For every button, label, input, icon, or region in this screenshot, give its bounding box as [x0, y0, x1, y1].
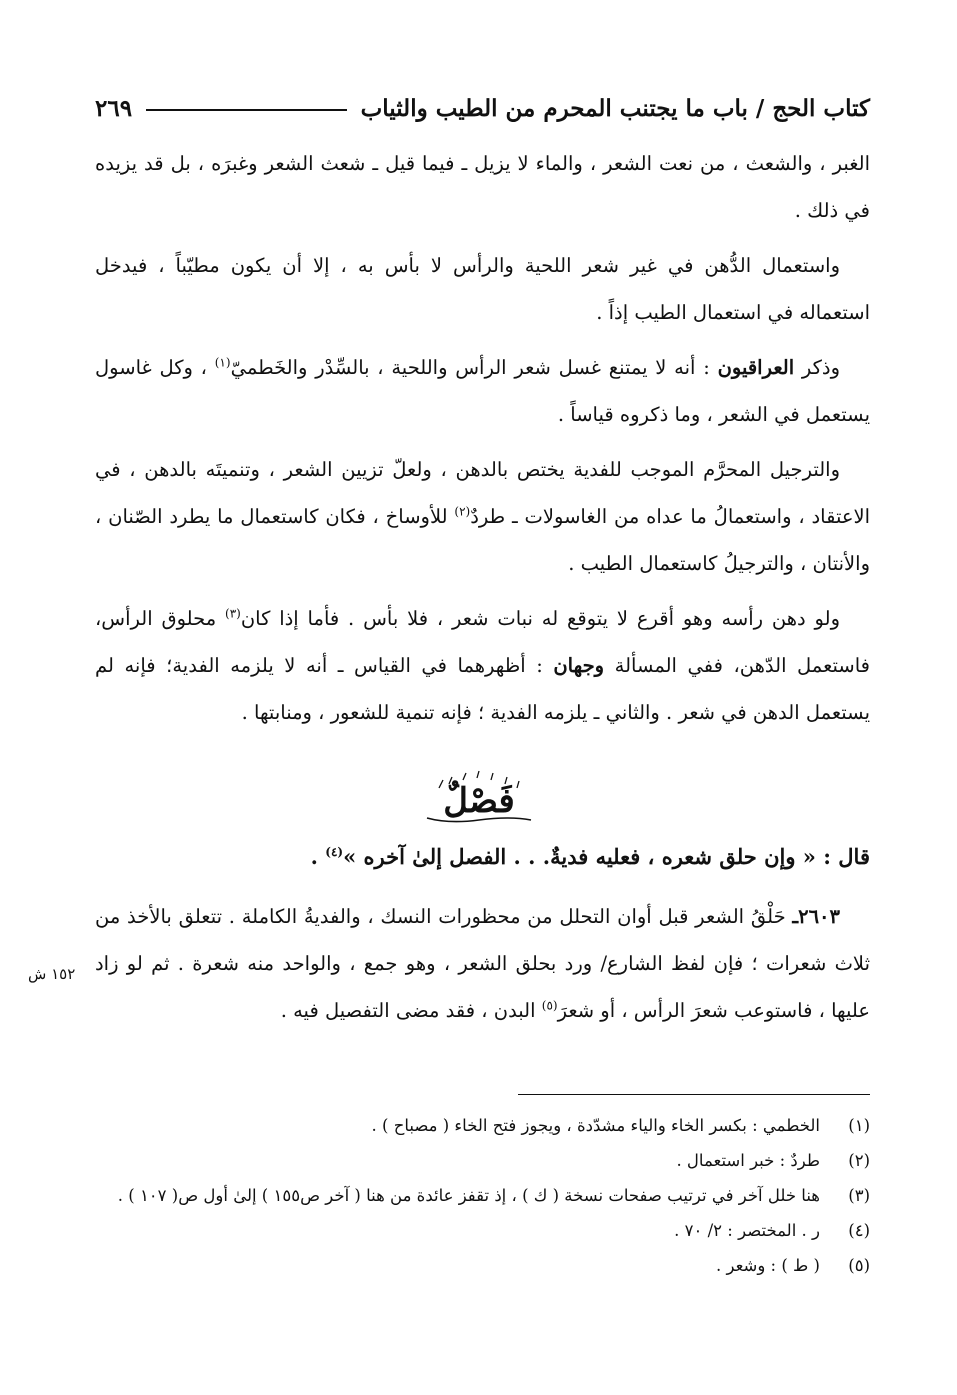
footnotes-block — [95, 1108, 870, 1283]
page-number: ٢٦٩ — [95, 94, 133, 122]
paragraph-3-bold-term: العراقيون — [717, 356, 795, 379]
footnote-number: (٥) — [848, 1256, 870, 1275]
header-rule — [146, 109, 347, 111]
footnote-item — [95, 1143, 870, 1178]
qala-text-end: . — [310, 844, 326, 869]
footnote-text: ( ط ) : وشعر . — [715, 1256, 820, 1275]
fasl-calligraphy-icon — [419, 770, 539, 830]
paragraph-3 — [95, 344, 870, 438]
footnote-ref-2[interactable]: (٢) — [454, 504, 471, 519]
paragraph-1 — [95, 140, 870, 234]
footnote-number: (٢) — [848, 1151, 870, 1170]
paragraph-5-text-middle: محلوق الرأس، فاستعمل الدّهن، ففي المسألة — [95, 607, 870, 677]
footnote-number: (١) — [848, 1116, 870, 1135]
footnote-text: ر . المختصر : ٢/ ٧٠ . — [674, 1221, 820, 1240]
fasl-word: فَصْلٌ — [442, 781, 515, 821]
footnote-text: الخطمي : بكسر الخاء والياء مشدّدة ، ويجوز فتح الخاء ( مصباح ) . — [371, 1116, 820, 1135]
paragraph-3-text-end: ، وكل غاسول يستعمل في الشعر ، وما ذكروه قياساً . — [95, 356, 870, 426]
paragraph-4-text-start: والترجيل المحرَّم الموجب للفدية يختص بالدهن ، ولعلّ تزيين الشعر ، وتنميتَه بالدهن ، في الاعتقاد ، واستعمالُ ما عداه من الغاسولات ـ طردٌ — [95, 458, 871, 528]
footnote-text: هنا خلل آخر في ترتيب صفحات نسخة ( ك ) ، إذ تقفز عائدة من هنا ( آخر ص١٥٥ ) إلىٰ أول ص( ١٠٧ ) . — [117, 1186, 820, 1205]
qala-text: قال : « وإن حلق شعره ، فعليه فديةٌ. . . الفصل إلىٰ آخره » — [343, 844, 870, 869]
section-2603-text-end: البدن ، فقد مضى التفصيل فيه . — [280, 999, 542, 1022]
paragraph-4-text-end: للأوساخ ، فكان كاستعمال ما يطرد الصّنان ، والأنتان ، والترجيلُ كاستعمال الطيب . — [95, 505, 870, 575]
footnote-item — [95, 1213, 870, 1248]
section-number: ٢٦٠٣ـ — [792, 905, 840, 928]
paragraph-5-text-end: : أظهرهما في القياس ـ أنه لا يلزمه الفدية؛ فإنه لم يستعمل الدهن في شعر . والثاني ـ يلزمه الفدية ؛ فإنه تنمية للشعور ، ومنابتها . — [95, 654, 870, 724]
footnote-separator — [518, 1094, 870, 1095]
paragraph-1-text: الغبر ، والشعث ، من نعت الشعر ، والماء لا يزيل ـ فيما قيل ـ شعث الشعر وغبرَه ، بل قد يزيده في ذلك . — [95, 152, 870, 222]
footnote-number: (٤) — [848, 1221, 870, 1240]
running-header — [95, 88, 870, 128]
paragraph-2603 — [95, 893, 870, 1034]
paragraph-3-text-middle: : أنه لا يمتنع غسل شعر الرأس واللحية ، بالسِّدْر والخَطميّ — [230, 356, 718, 379]
main-text-block — [95, 140, 870, 736]
footnote-ref-5[interactable]: (٥) — [541, 998, 558, 1013]
section-2603 — [95, 893, 870, 1034]
paragraph-5-bold-term: وجهان — [553, 654, 605, 677]
footnote-ref-3[interactable]: (٣) — [225, 606, 241, 621]
qala-line — [95, 832, 870, 882]
footnote-ref-1[interactable]: (١) — [214, 355, 231, 370]
paragraph-3-text-start: وذكر — [794, 356, 841, 379]
running-header-title: كتاب الحج / باب ما يجتنب المحرم من الطيب والثياب — [360, 94, 870, 122]
footnote-item — [95, 1178, 870, 1213]
paragraph-5 — [95, 595, 870, 736]
paragraph-4 — [95, 446, 870, 587]
footnote-number: (٣) — [848, 1186, 870, 1205]
footnote-item — [95, 1108, 870, 1143]
footnote-text: طردٌ : خبر استعمال . — [676, 1151, 820, 1170]
paragraph-2 — [95, 242, 870, 336]
fasl-ornament — [0, 770, 957, 830]
footnote-ref-4[interactable]: (٤) — [325, 845, 344, 859]
section-2603-text-start: حَلْقُ الشعر قبل أوان التحلل من محظورات النسك ، والفديةُ الكاملة . تتعلق بالأخذ من ثلاث شعرات ؛ فإن لفظ الشارع/ ورد بحلق الشعر ، وهو جمع ، والواحد منه شعرة . ثم لو زاد عليها ، فاستوعب شعرَ الرأس ، أو شعرَ — [95, 905, 870, 1022]
paragraph-5-text-start: ولو دهن رأسه وهو أقرع لا يتوقع له نبات شعر ، فلا بأس . فأما إذا كان — [240, 607, 840, 630]
margin-manuscript-note: ١٥٢ ش — [28, 965, 76, 983]
paragraph-2-text: واستعمال الدُّهن في غير شعر اللحية والرأس لا بأس به ، إلا أن يكون مطيّباً ، فيدخل استعماله في استعمال الطيب إذاً . — [95, 254, 870, 324]
footnote-item — [95, 1248, 870, 1283]
